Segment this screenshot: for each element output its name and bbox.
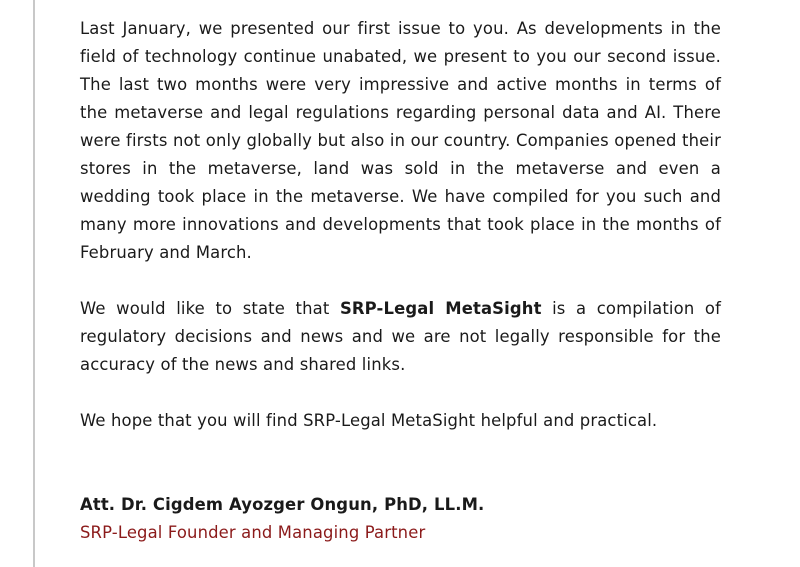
signature-block xyxy=(80,491,721,547)
signatory-title: SRP-Legal Founder and Managing Partner xyxy=(80,523,426,542)
disclaimer-paragraph xyxy=(80,295,721,379)
closing-paragraph: We hope that you will find SRP-Legal MetaSight helpful and practical. xyxy=(80,411,658,430)
brand-name: SRP-Legal MetaSight xyxy=(339,299,542,318)
signatory-name: Att. Dr. Cigdem Ayozger Ongun, PhD, LL.M. xyxy=(80,495,485,514)
disclaimer-text-end: is a compilation of regulatory decisions and news and we are not legally responsible for the accuracy of the news and shared links. xyxy=(80,299,721,374)
left-margin-rule xyxy=(33,0,35,567)
disclaimer-text-start: We would like to state that xyxy=(80,299,340,318)
letter-body xyxy=(80,15,721,435)
intro-paragraph: Last January, we presented our first issue to you. As developments in the field of technology continue unabated, we present to you our second issue. The last two months were very impressive and active months in terms of the metaverse and legal regulations regarding personal data and AI. There were firsts not only globally but also in our country. Companies opened their stores in the metaverse, land was sold in the metaverse and even a wedding took place in the metaverse. We have compiled for you such and many more innovations and developments that took place in the months of February and March. xyxy=(80,19,721,262)
